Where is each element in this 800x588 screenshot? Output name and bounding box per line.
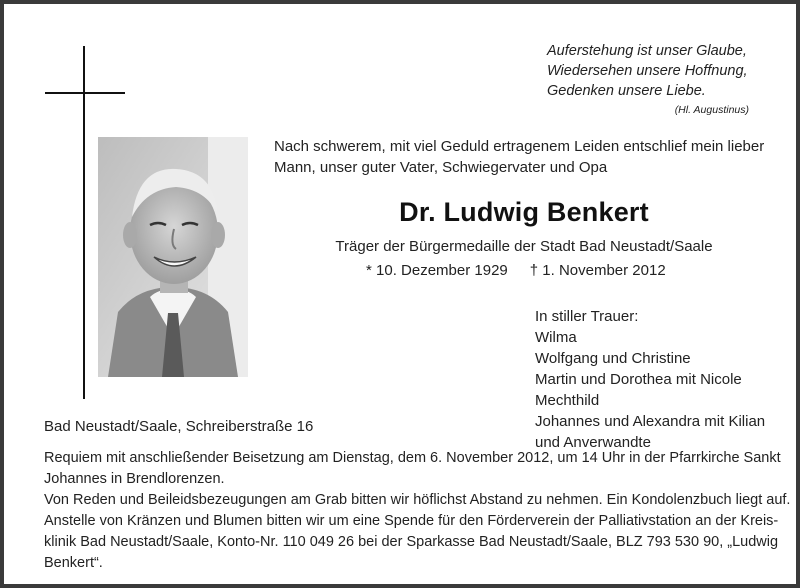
portrait-photo [98,137,248,377]
birth-date: * 10. Dezember 1929 [366,262,508,279]
intro-line: Nach schwerem, mit viel Geduld ertragenem Leiden entschlief mein lieber [274,138,765,155]
mourners-heading: In stiller Trauer: [535,308,639,325]
mourner-name: Martin und Dorothea mit Nicole [535,371,742,388]
quote-block [547,41,787,118]
death-date: † 1. November 2012 [529,262,666,279]
mourner-name: Wilma [535,329,577,346]
cross-vertical-bar [83,46,85,399]
deceased-name: Dr. Ludwig Benkert [399,197,649,227]
quote-source: (Hl. Augustinus) [674,104,749,116]
notice-line: Johannes in Brendlorenzen. [44,471,225,487]
mourner-name: Mechthild [535,392,600,409]
quote-line: Gedenken unsere Liebe. [547,83,706,99]
notice-line: Benkert“. [44,555,103,571]
cross-horizontal-bar [45,92,125,94]
funeral-notice-text [44,448,791,574]
intro-line: Mann, unser guter Vater, Schwiegervater und Opa [274,159,608,176]
notice-line: Von Reden und Beileidsbezeugungen am Grab bitten wir höflichst Abstand zu nehmen. Ein Kondolenzbuch liegt auf. [44,492,791,508]
notice-line: klinik Bad Neustadt/Saale, Konto-Nr. 110 049 26 bei der Sparkasse Bad Neustadt/Saale, BLZ 793 530 90, „Ludwig [44,534,779,550]
notice-line: Anstelle von Kränzen und Blumen bitten wir um eine Spende für den Förderverein der Palliativstation an der Kreis- [44,513,779,529]
notice-line: Requiem mit anschließender Beisetzung am Dienstag, dem 6. November 2012, um 14 Uhr in der Pfarrkirche Sankt [44,450,781,466]
quote-line: Auferstehung ist unser Glaube, [547,43,747,59]
honor-line: Träger der Bürgermedaille der Stadt Bad Neustadt/Saale [335,238,713,255]
intro-text [274,136,774,178]
portrait-illustration [98,137,248,377]
mourners-list [535,306,795,453]
mourner-name: und Anverwandte [535,434,651,451]
family-address: Bad Neustadt/Saale, Schreiberstraße 16 [44,418,314,435]
mourner-name: Johannes und Alexandra mit Kilian [535,413,766,430]
life-dates [366,262,666,279]
quote-line: Wiedersehen unsere Hoffnung, [547,63,748,79]
mourner-name: Wolfgang und Christine [535,350,691,367]
